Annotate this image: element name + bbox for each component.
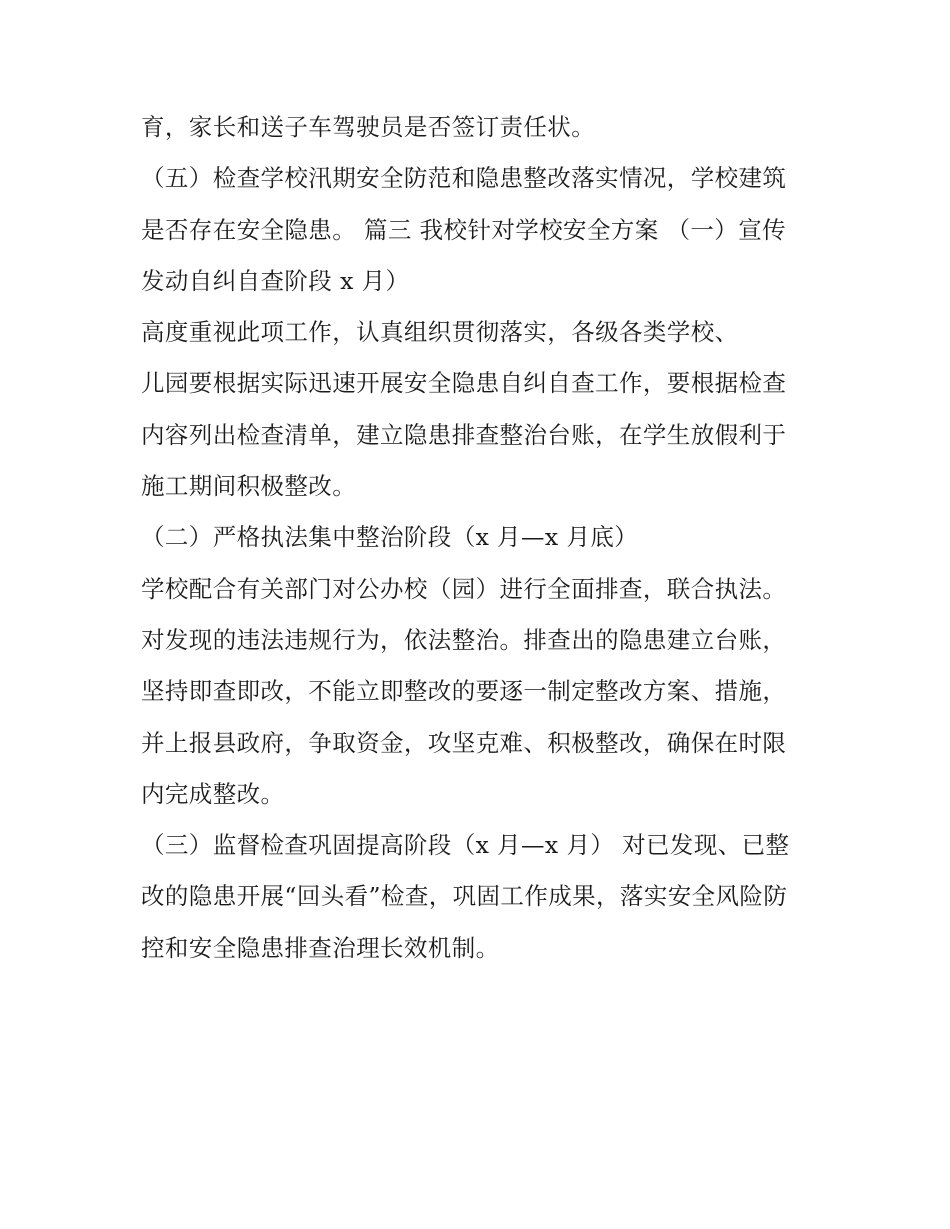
text-line: 内容列出检查清单，建立隐患排查整治台账，在学生放假利于 bbox=[141, 420, 787, 449]
text-line: 发动自纠自查阶段 x 月） bbox=[141, 266, 410, 295]
text-line: 控和安全隐患排查治理长效机制。 bbox=[141, 933, 500, 962]
text-line: 对发现的违法违规行为，依法整治。排查出的隐患建立台账， bbox=[141, 625, 787, 654]
text-line: 内完成整改。 bbox=[141, 779, 285, 808]
text-line: 施工期间积极整改。 bbox=[141, 472, 357, 501]
text-line: 高度重视此项工作，认真组织贯彻落实，各级各类学校、 bbox=[141, 318, 739, 347]
text-line: 坚持即查即改，不能立即整改的要逐一制定整改方案、措施， bbox=[141, 677, 787, 706]
text-line: 改的隐患开展“回头看”检查，巩固工作成果，落实安全风险防 bbox=[141, 882, 788, 911]
text-line: 育，家长和送子车驾驶员是否签订责任状。 bbox=[141, 113, 596, 141]
text-line: 学校配合有关部门对公办校（园）进行全面排查，联合执法。 bbox=[141, 574, 787, 603]
text-line: 是否存在安全隐患。 篇三 我校针对学校安全方案 （一）宣传 bbox=[141, 215, 787, 244]
text-line: 并上报县政府，争取资金，攻坚克难、积极整改，确保在时限 bbox=[141, 728, 787, 757]
section-heading: （三）监督检查巩固提高阶段（x 月—x 月） 对已发现、已整 bbox=[141, 831, 790, 860]
section-heading: （二）严格执法集中整治阶段（x 月—x 月底） bbox=[141, 523, 639, 552]
text-line: （五）检查学校汛期安全防范和隐患整改落实情况，学校建筑 bbox=[141, 164, 787, 193]
body-text bbox=[141, 102, 831, 974]
text-line: 儿园要根据实际迅速开展安全隐患自纠自查工作，要根据检查 bbox=[141, 369, 787, 398]
